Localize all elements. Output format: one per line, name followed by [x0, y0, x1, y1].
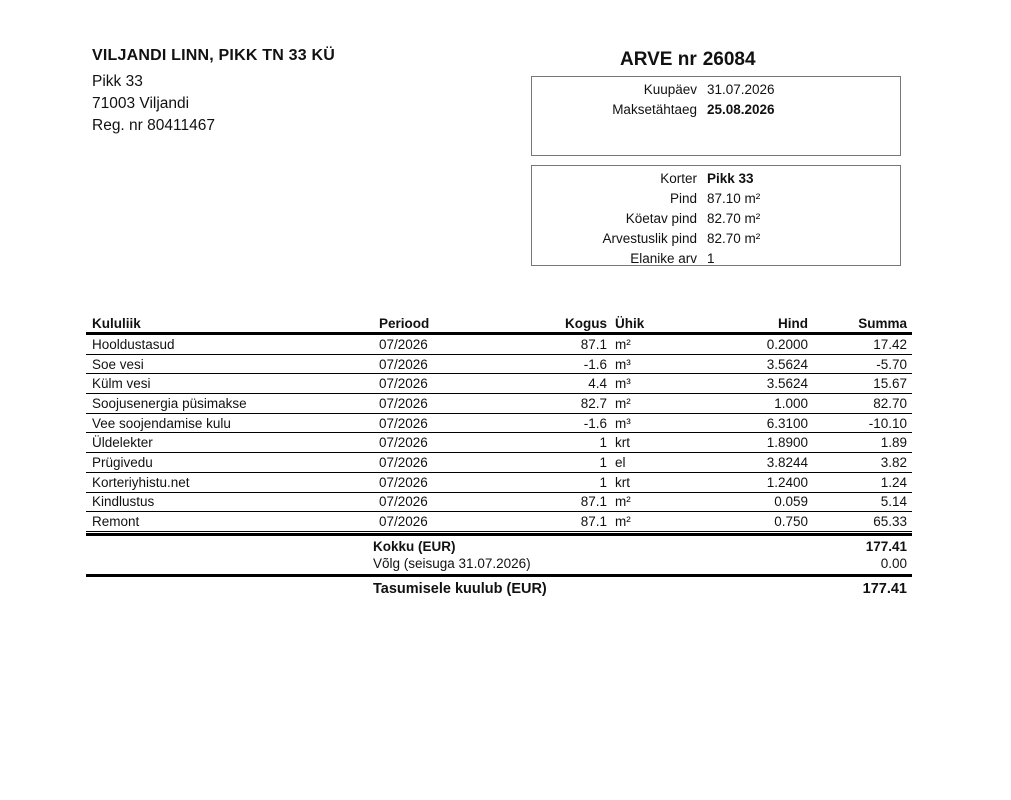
cell-uhik: m²	[615, 512, 675, 532]
charges-header-row	[86, 314, 912, 334]
cell-periood: 07/2026	[379, 492, 529, 512]
cell-kogus: 1	[529, 472, 615, 492]
cell-kululiik: Kindlustus	[86, 492, 379, 512]
kokku-row	[86, 533, 912, 556]
invoice-dates-box	[531, 76, 901, 156]
korter-value: Pikk 33	[707, 171, 754, 187]
elanike-arv-row	[532, 248, 900, 268]
pind-label: Pind	[669, 191, 697, 207]
due-date-value: 25.08.2026	[707, 102, 775, 118]
cell-hind: 3.5624	[675, 374, 808, 394]
cell-kululiik: Prügivedu	[86, 453, 379, 473]
cell-hind: 0.059	[675, 492, 808, 512]
cell-hind: 0.2000	[675, 334, 808, 355]
cell-kululiik: Korteriyhistu.net	[86, 472, 379, 492]
issuer-reg: Reg. nr 80411467	[92, 117, 215, 134]
table-row	[86, 472, 912, 492]
cell-kogus: -1.6	[529, 354, 615, 374]
cell-hind: 3.8244	[675, 453, 808, 473]
table-row	[86, 512, 912, 532]
elanike-arv-label: Elanike arv	[630, 250, 697, 266]
cell-kogus: 87.1	[529, 512, 615, 532]
cell-summa: 17.42	[808, 334, 912, 355]
elanike-arv-value: 1	[707, 250, 715, 266]
due-date-row	[532, 100, 900, 120]
issuer-block	[92, 47, 335, 137]
arvestuslik-pind-row	[532, 228, 900, 248]
pind-value: 87.10 m²	[707, 191, 761, 207]
koetav-pind-row	[532, 209, 900, 229]
cell-summa: 15.67	[808, 374, 912, 394]
kokku-amount: 177.41	[865, 539, 907, 554]
cell-kululiik: Külm vesi	[86, 374, 379, 394]
cell-hind: 1.000	[675, 394, 808, 414]
issuer-name: VILJANDI LINN, PIKK TN 33 KÜ	[92, 47, 335, 64]
header-periood: Periood	[379, 314, 529, 334]
korter-label: Korter	[660, 171, 697, 187]
tasumisele-row	[86, 574, 912, 599]
volg-label: Võlg (seisuga 31.07.2026)	[373, 556, 531, 571]
cell-kululiik: Remont	[86, 512, 379, 532]
pind-row	[532, 189, 900, 209]
volg-amount: 0.00	[880, 556, 907, 571]
header-kululiik: Kululiik	[86, 314, 379, 334]
cell-uhik: m²	[615, 492, 675, 512]
cell-kogus: 82.7	[529, 394, 615, 414]
cell-uhik: m³	[615, 354, 675, 374]
invoice-title-label: ARVE nr	[620, 49, 697, 70]
invoice-number: 26084	[702, 49, 756, 70]
cell-uhik: krt	[615, 472, 675, 492]
cell-periood: 07/2026	[379, 472, 529, 492]
cell-periood: 07/2026	[379, 374, 529, 394]
cell-kululiik: Vee soojendamise kulu	[86, 413, 379, 433]
cell-periood: 07/2026	[379, 394, 529, 414]
cell-kogus: 1	[529, 433, 615, 453]
invoice-date-row	[532, 80, 900, 100]
cell-uhik: m²	[615, 334, 675, 355]
table-row	[86, 394, 912, 414]
cell-periood: 07/2026	[379, 334, 529, 355]
table-row	[86, 354, 912, 374]
cell-summa: -5.70	[808, 354, 912, 374]
cell-kogus: 87.1	[529, 334, 615, 355]
cell-summa: 82.70	[808, 394, 912, 414]
cell-periood: 07/2026	[379, 512, 529, 532]
cell-summa: 65.33	[808, 512, 912, 532]
kokku-label: Kokku (EUR)	[373, 539, 456, 554]
table-row	[86, 413, 912, 433]
arvestuslik-pind-value: 82.70 m²	[707, 230, 761, 246]
issuer-city: 71003 Viljandi	[92, 95, 190, 112]
koetav-pind-value: 82.70 m²	[707, 210, 761, 226]
cell-hind: 1.8900	[675, 433, 808, 453]
apartment-info-box	[531, 165, 901, 266]
cell-kululiik: Hooldustasud	[86, 334, 379, 355]
cell-kogus: -1.6	[529, 413, 615, 433]
due-date-label: Maksetähtaeg	[612, 102, 697, 118]
charges-table	[86, 314, 912, 532]
table-row	[86, 374, 912, 394]
cell-hind: 1.2400	[675, 472, 808, 492]
cell-kululiik: Üldelekter	[86, 433, 379, 453]
table-row	[86, 433, 912, 453]
issuer-street: Pikk 33	[92, 73, 143, 90]
cell-uhik: m²	[615, 394, 675, 414]
cell-uhik: el	[615, 453, 675, 473]
cell-hind: 0.750	[675, 512, 808, 532]
table-row	[86, 492, 912, 512]
cell-summa: 3.82	[808, 453, 912, 473]
cell-uhik: m³	[615, 374, 675, 394]
cell-hind: 6.3100	[675, 413, 808, 433]
table-row	[86, 334, 912, 355]
header-hind: Hind	[675, 314, 808, 334]
cell-kogus: 1	[529, 453, 615, 473]
cell-periood: 07/2026	[379, 354, 529, 374]
tasumisele-label: Tasumisele kuulub (EUR)	[373, 581, 547, 597]
cell-summa: 1.24	[808, 472, 912, 492]
cell-summa: 5.14	[808, 492, 912, 512]
header-summa: Summa	[808, 314, 912, 334]
cell-uhik: krt	[615, 433, 675, 453]
koetav-pind-label: Köetav pind	[625, 210, 697, 226]
invoice-title	[620, 49, 756, 71]
cell-kogus: 4.4	[529, 374, 615, 394]
korter-row	[532, 169, 900, 189]
volg-row	[86, 556, 912, 574]
cell-periood: 07/2026	[379, 433, 529, 453]
cell-hind: 3.5624	[675, 354, 808, 374]
cell-periood: 07/2026	[379, 453, 529, 473]
header-kogus: Kogus	[529, 314, 615, 334]
cell-uhik: m³	[615, 413, 675, 433]
table-row	[86, 453, 912, 473]
cell-periood: 07/2026	[379, 413, 529, 433]
cell-kululiik: Soojusenergia püsimakse	[86, 394, 379, 414]
invoice-date-label: Kuupäev	[643, 82, 697, 98]
header-uhik: Ühik	[615, 314, 675, 334]
cell-kululiik: Soe vesi	[86, 354, 379, 374]
invoice-date-value: 31.07.2026	[707, 82, 775, 98]
cell-kogus: 87.1	[529, 492, 615, 512]
arvestuslik-pind-label: Arvestuslik pind	[602, 230, 697, 246]
cell-summa: -10.10	[808, 413, 912, 433]
tasumisele-amount: 177.41	[862, 581, 907, 597]
cell-summa: 1.89	[808, 433, 912, 453]
